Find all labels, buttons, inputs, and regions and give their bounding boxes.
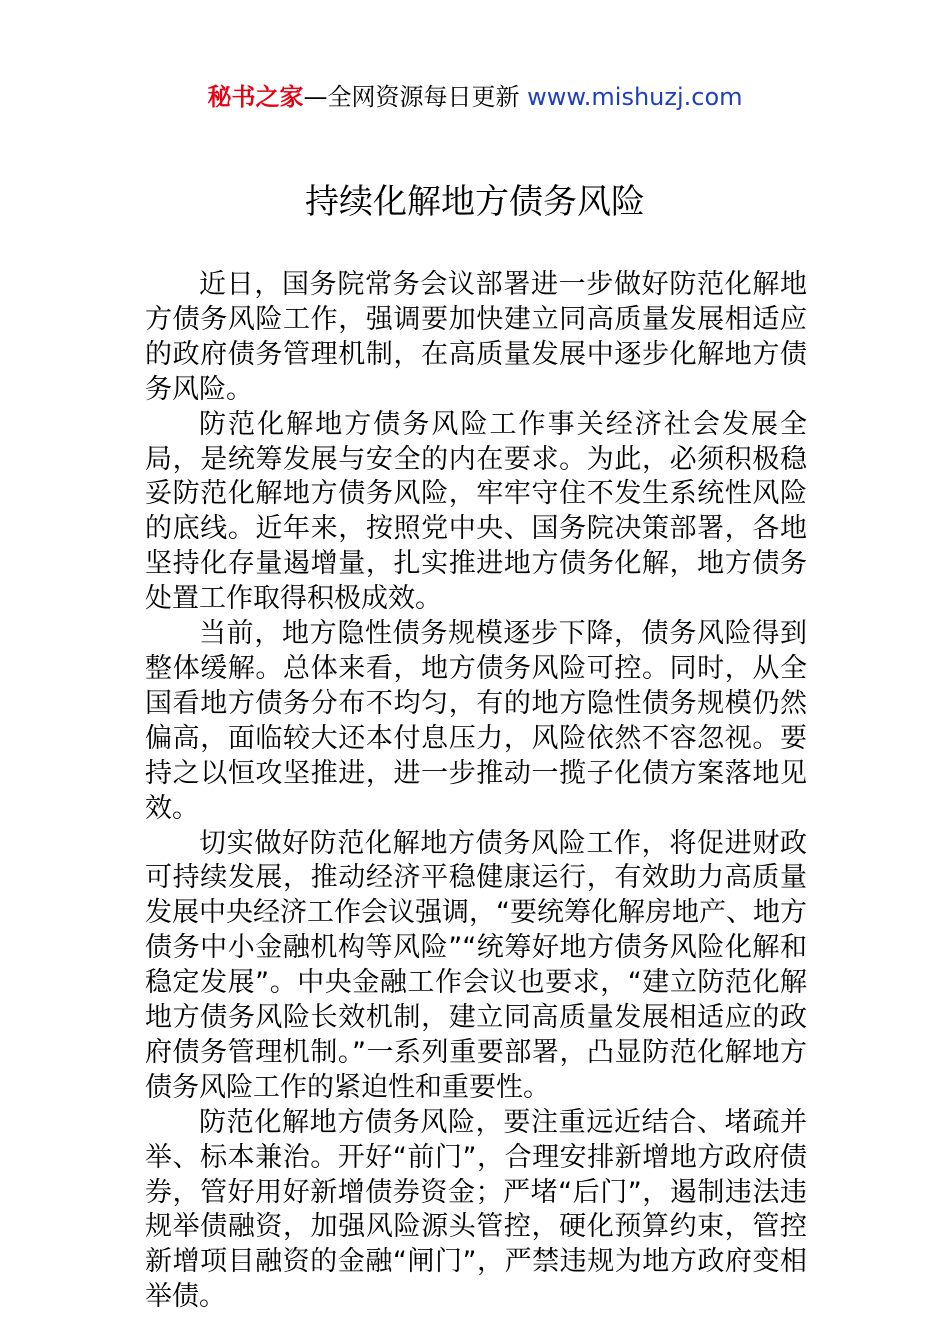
paragraph: 近日，国务院常务会议部署进一步做好防范化解地方债务风险工作，强调要加快建立同高质量发展相适应的政府债务管理机制，在高质量发展中逐步化解地方债务风险。 [145,269,807,405]
site-header [0,80,950,114]
site-url[interactable]: www.mishuzj.com [527,83,743,111]
site-brand: 秘书之家 [207,83,304,111]
document-body [145,268,807,1315]
document-title: 持续化解地方债务风险 [305,182,645,222]
paragraph: 当前，地方隐性债务规模逐步下降，债务风险得到整体缓解。总体来看，地方债务风险可控。同时，从全国看地方债务分布不均匀，有的地方隐性债务规模仍然偏高，面临较大还本付息压力，风险依然不容忽视。要持之以恒攻坚推进，进一步推动一揽子化债方案落地见效。 [145,618,807,824]
site-tagline: —全网资源每日更新 [303,83,528,111]
paragraph: 切实做好防范化解地方债务风险工作，将促进财政可持续发展，推动经济平稳健康运行，有效助力高质量发展中央经济工作会议强调，“要统筹化解房地产、地方债务中小金融机构等风险”“统筹好地方债务风险化解和稳定发展”。中央金融工作会议也要求，“建立防范化解地方债务风险长效机制，建立同高质量发展相适应的政府债务管理机制。”一系列重要部署，凸显防范化解地方债务风险工作的紧迫性和重要性。 [145,827,807,1103]
paragraph: 防范化解地方债务风险，要注重远近结合、堵疏并举、标本兼治。开好“前门”，合理安排新增地方政府债券，管好用好新增债券资金；严堵“后门”，遏制违法违规举债融资，加强风险源头管控，硬化预算约束，管控新增项目融资的金融“闸门”，严禁违规为地方政府变相举债。 [145,1106,807,1313]
paragraph: 防范化解地方债务风险工作事关经济社会发展全局，是统筹发展与安全的内在要求。为此，必须积极稳妥防范化解地方债务风险，牢牢守住不发生系统性风险的底线。近年来，按照党中央、国务院决策部署，各地坚持化存量遏增量，扎实推进地方债务化解，地方债务处置工作取得积极成效。 [145,408,807,615]
